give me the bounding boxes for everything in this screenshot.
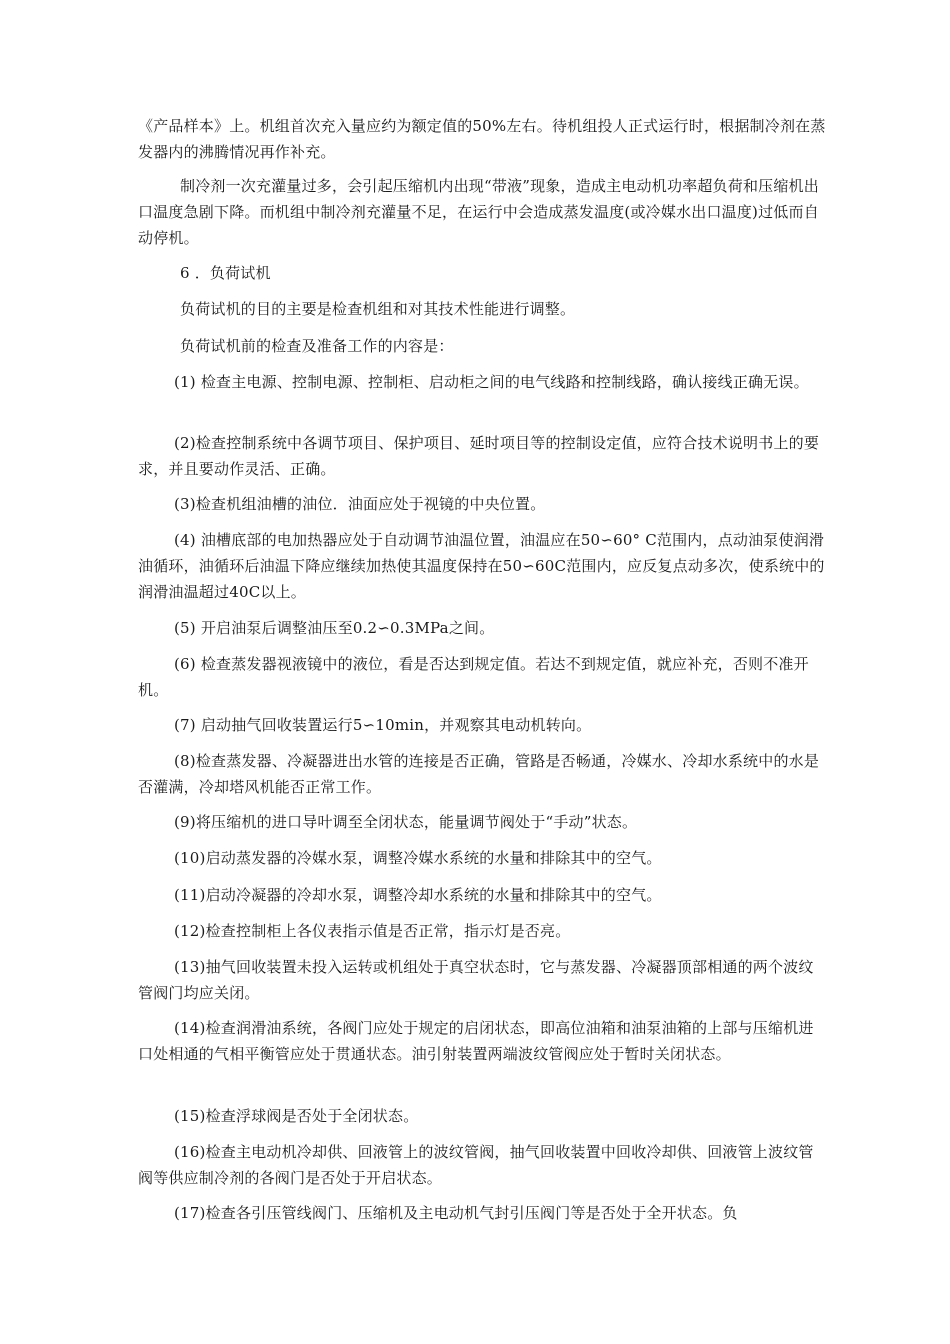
paragraph-load-test-prep: 负荷试机前的检查及准备工作的内容是： — [180, 337, 454, 355]
list-item-13: (13)抽气回收装置未投入运转或机组处于真空状态时，它与蒸发器、冷凝器顶部相通的两个波纹管阀门均应关闭。 — [138, 958, 814, 1002]
paragraph-intro: 《产品样本》上。机组首次充入量应约为额定值的50%左右。待机组投人正式运行时，根据制冷剂在蒸发器内的沸腾情况再作补充。 — [138, 117, 826, 161]
paragraph-load-test-purpose: 负荷试机的目的主要是检查机组和对其技术性能进行调整。 — [180, 300, 576, 318]
list-item-7: (7) 启动抽气回收装置运行5∽10min，并观察其电动机转向。 — [174, 716, 592, 734]
list-item-15: (15)检查浮球阀是否处于全闭状态。 — [174, 1107, 419, 1125]
list-item-14: (14)检查润滑油系统，各阀门应处于规定的启闭状态，即高位油箱和油泵油箱的上部与压缩机进口处相通的气相平衡管应处于贯通状态。油引射装置两端波纹管阀应处于暂时关闭状态。 — [138, 1019, 814, 1063]
list-item-12: (12)检查控制柜上各仪表指示值是否正常，指示灯是否亮。 — [174, 922, 571, 940]
list-item-11: (11)启动冷凝器的冷却水泵，调整冷却水系统的水量和排除其中的空气。 — [174, 886, 662, 904]
list-item-4: (4) 油槽底部的电加热器应处于自动调节油温位置，油温应在50∽60° C范围内，点动油泵使润滑油循环，油循环后油温下降应继续加热使其温度保持在50∽60C范围内，应反复点动多次，使系统中的润滑油温超过40C以上。 — [138, 531, 825, 601]
list-item-10: (10)启动蒸发器的冷媒水泵，调整冷媒水系统的水量和排除其中的空气。 — [174, 849, 662, 867]
list-item-6: (6) 检查蒸发器视液镜中的液位，看是否达到规定值。若达不到规定值，就应补充，否则不准开机。 — [138, 655, 809, 699]
paragraph-refrigerant-charge: 制冷剂一次充灌量过多，会引起压缩机内出现“带液”现象，造成主电动机功率超负荷和压缩机出口温度急剧下降。而机组中制冷剂充灌量不足，在运行中会造成蒸发温度(或冷媒水出口温度)过低而自动停机。 — [138, 177, 819, 247]
list-item-2: (2)检查控制系统中各调节项目、保护项目、延时项目等的控制设定值，应符合技术说明书上的要求，并且要动作灵活、正确。 — [138, 434, 820, 478]
list-item-9: (9)将压缩机的进口导叶调至全闭状态，能量调节阀处于“手动”状态。 — [174, 813, 638, 831]
list-item-1: (1) 检查主电源、控制电源、控制柜、启动柜之间的电气线路和控制线路，确认接线正确无误。 — [174, 373, 809, 391]
list-item-3: (3)检查机组油槽的油位．油面应处于视镜的中央位置。 — [174, 495, 546, 513]
list-item-5: (5) 开启油泵后调整油压至0.2∽0.3MPa之间。 — [174, 619, 495, 637]
list-item-8: (8)检查蒸发器、冷凝器进出水管的连接是否正确，管路是否畅通，冷媒水、冷却水系统中的水是否灌满，冷却塔风机能否正常工作。 — [138, 752, 820, 796]
section-heading-load-test: 6 ．负荷试机 — [180, 264, 271, 282]
list-item-16: (16)检查主电动机冷却供、回液管上的波纹管阀，抽气回收装置中回收冷却供、回液管上波纹管阀等供应制冷剂的各阀门是否处于开启状态。 — [138, 1143, 814, 1187]
list-item-17: (17)检查各引压管线阀门、压缩机及主电动机气封引压阀门等是否处于全开状态。负 — [174, 1204, 738, 1222]
